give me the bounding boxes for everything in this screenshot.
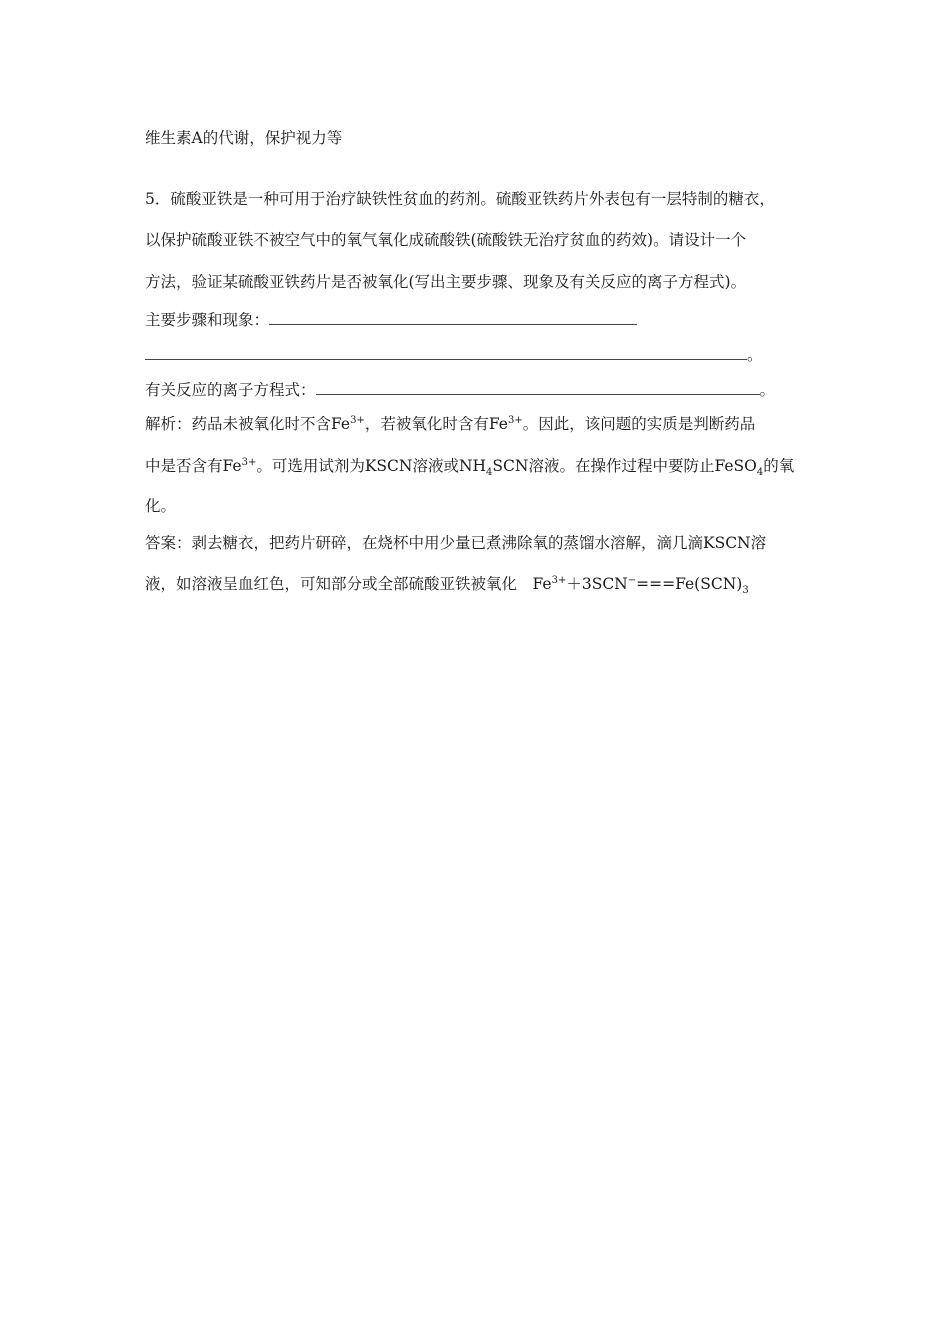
analysis-text-1a: 解析：药品未被氧化时不含Fe <box>145 415 351 433</box>
superscript-3plus: 3+ <box>507 414 523 426</box>
equation-label: 有关反应的离子方程式： <box>145 381 316 399</box>
superscript-3plus: 3+ <box>350 414 365 426</box>
analysis-text-1b: ，若被氧化时含有Fe <box>364 415 508 433</box>
question-5-line-2 <box>145 230 746 250</box>
steps-answer-row-2 <box>145 345 763 365</box>
equation-answer-row <box>145 380 775 400</box>
question-5-text-2: 以保护硫酸亚铁不被空气中的氧气氧化成硫酸铁(硫酸铁无治疗贫血的药效)。请设计一个 <box>145 231 747 249</box>
superscript-3plus: 3+ <box>241 456 257 468</box>
answer-line-2 <box>145 574 749 597</box>
previous-answer-text: 维生素A的代谢，保护视力等 <box>145 129 343 147</box>
question-5-text-3: 方法，验证某硫酸亚铁药片是否被氧化(写出主要步骤、现象及有关反应的离子方程式)。 <box>145 273 747 291</box>
period: 。 <box>759 381 776 399</box>
analysis-text-3: 化。 <box>145 497 177 515</box>
analysis-text-2d: 的氧 <box>763 457 795 475</box>
subscript-4: 4 <box>486 467 493 479</box>
answer-line-1 <box>145 533 766 553</box>
answer-text-2c: ===Fe(SCN) <box>636 575 743 593</box>
period: 。 <box>747 346 763 364</box>
superscript-3plus: 3+ <box>551 574 567 586</box>
analysis-line-2 <box>145 456 795 479</box>
answer-text-2b: ＋3SCN <box>566 575 628 593</box>
answer-text-1: 答案：剥去糖衣，把药片研碎，在烧杯中用少量已煮沸除氧的蒸馏水溶解，滴几滴KSCN溶 <box>145 534 767 552</box>
analysis-line-1 <box>145 414 755 434</box>
subscript-4: 4 <box>756 467 764 479</box>
question-5-text-1: 5．硫酸亚铁是一种可用于治疗缺铁性贫血的药剂。硫酸亚铁药片外表包有一层特制的糖衣， <box>145 190 775 208</box>
analysis-line-3 <box>145 496 176 516</box>
subscript-3: 3 <box>742 585 749 597</box>
analysis-text-2c: SCN溶液。在操作过程中要防止FeSO <box>492 457 757 475</box>
question-5-line-3 <box>145 272 746 292</box>
steps-blank-2[interactable] <box>145 345 747 360</box>
analysis-text-1c: 。因此，该问题的实质是判断药品 <box>522 415 756 433</box>
analysis-text-2b: 。可选用试剂为KSCN溶液或NH <box>256 457 487 475</box>
analysis-text-2a: 中是否含有Fe <box>145 457 242 475</box>
superscript-minus: − <box>627 574 637 586</box>
question-5-line-1 <box>145 189 775 209</box>
equation-blank[interactable] <box>316 380 760 395</box>
steps-label: 主要步骤和现象： <box>145 311 270 329</box>
previous-answer-tail <box>145 128 342 148</box>
steps-blank-1[interactable] <box>269 310 637 325</box>
answer-text-2a: 液，如溶液呈血红色，可知部分或全部硫酸亚铁被氧化 Fe <box>145 575 552 593</box>
steps-answer-row <box>145 310 637 330</box>
